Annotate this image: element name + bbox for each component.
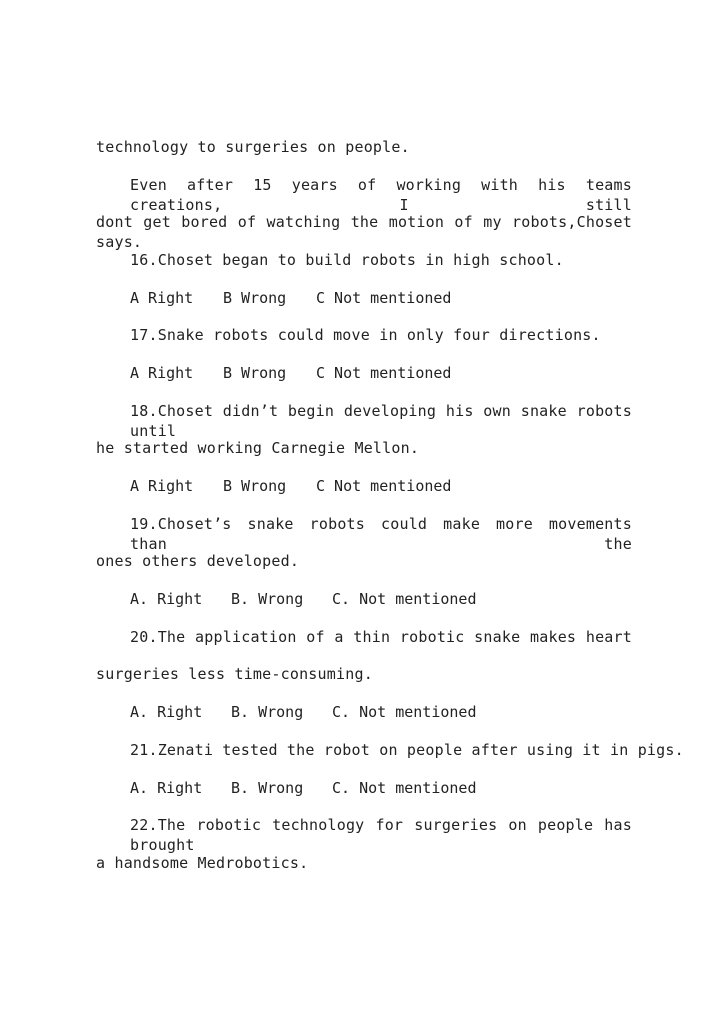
options-19 <box>130 589 477 609</box>
option-b: B. Wrong <box>231 779 304 797</box>
option-b: B. Wrong <box>231 703 304 721</box>
option-c: C Not mentioned <box>316 289 452 307</box>
question-21: 21.Zenati tested the robot on people after using it in pigs. <box>130 741 684 759</box>
question-18: 18.Choset didn’t begin developing his own snake robots until <box>130 402 632 440</box>
question-17: 17.Snake robots could move in only four directions. <box>130 326 601 344</box>
option-a: A. Right <box>130 779 203 797</box>
question-20-cont: surgeries less time-consuming. <box>96 665 373 683</box>
paragraph-line: dont get bored of watching the motion of my robots,Choset says. <box>96 213 632 251</box>
option-c: C. Not mentioned <box>332 779 477 797</box>
option-c: C. Not mentioned <box>332 703 477 721</box>
options-17 <box>130 363 451 383</box>
paragraph-line: technology to surgeries on people. <box>96 138 410 156</box>
option-a: A Right <box>130 477 194 495</box>
option-b: B. Wrong <box>231 590 304 608</box>
option-c: C Not mentioned <box>316 364 452 382</box>
option-a: A. Right <box>130 590 203 608</box>
options-20 <box>130 702 477 722</box>
question-18-cont: he started working Carnegie Mellon. <box>96 439 420 457</box>
question-20: 20.The application of a thin robotic snake makes heart <box>130 628 632 646</box>
paragraph-line: Even after 15 years of working with his teams creations, I still <box>130 176 632 214</box>
question-22-cont: a handsome Medrobotics. <box>96 854 309 872</box>
options-18 <box>130 476 451 496</box>
option-b: B Wrong <box>223 477 287 495</box>
options-21 <box>130 778 477 798</box>
option-c: C. Not mentioned <box>332 590 477 608</box>
options-16 <box>130 288 451 308</box>
question-22: 22.The robotic technology for surgeries on people has brought <box>130 816 632 854</box>
question-16: 16.Choset began to build robots in high school. <box>130 251 564 269</box>
option-a: A Right <box>130 364 194 382</box>
option-c: C Not mentioned <box>316 477 452 495</box>
option-b: B Wrong <box>223 364 287 382</box>
option-b: B Wrong <box>223 289 287 307</box>
question-19-cont: ones others developed. <box>96 552 300 570</box>
option-a: A. Right <box>130 703 203 721</box>
option-a: A Right <box>130 289 194 307</box>
question-19: 19.Choset’s snake robots could make more movements than the <box>130 515 632 553</box>
